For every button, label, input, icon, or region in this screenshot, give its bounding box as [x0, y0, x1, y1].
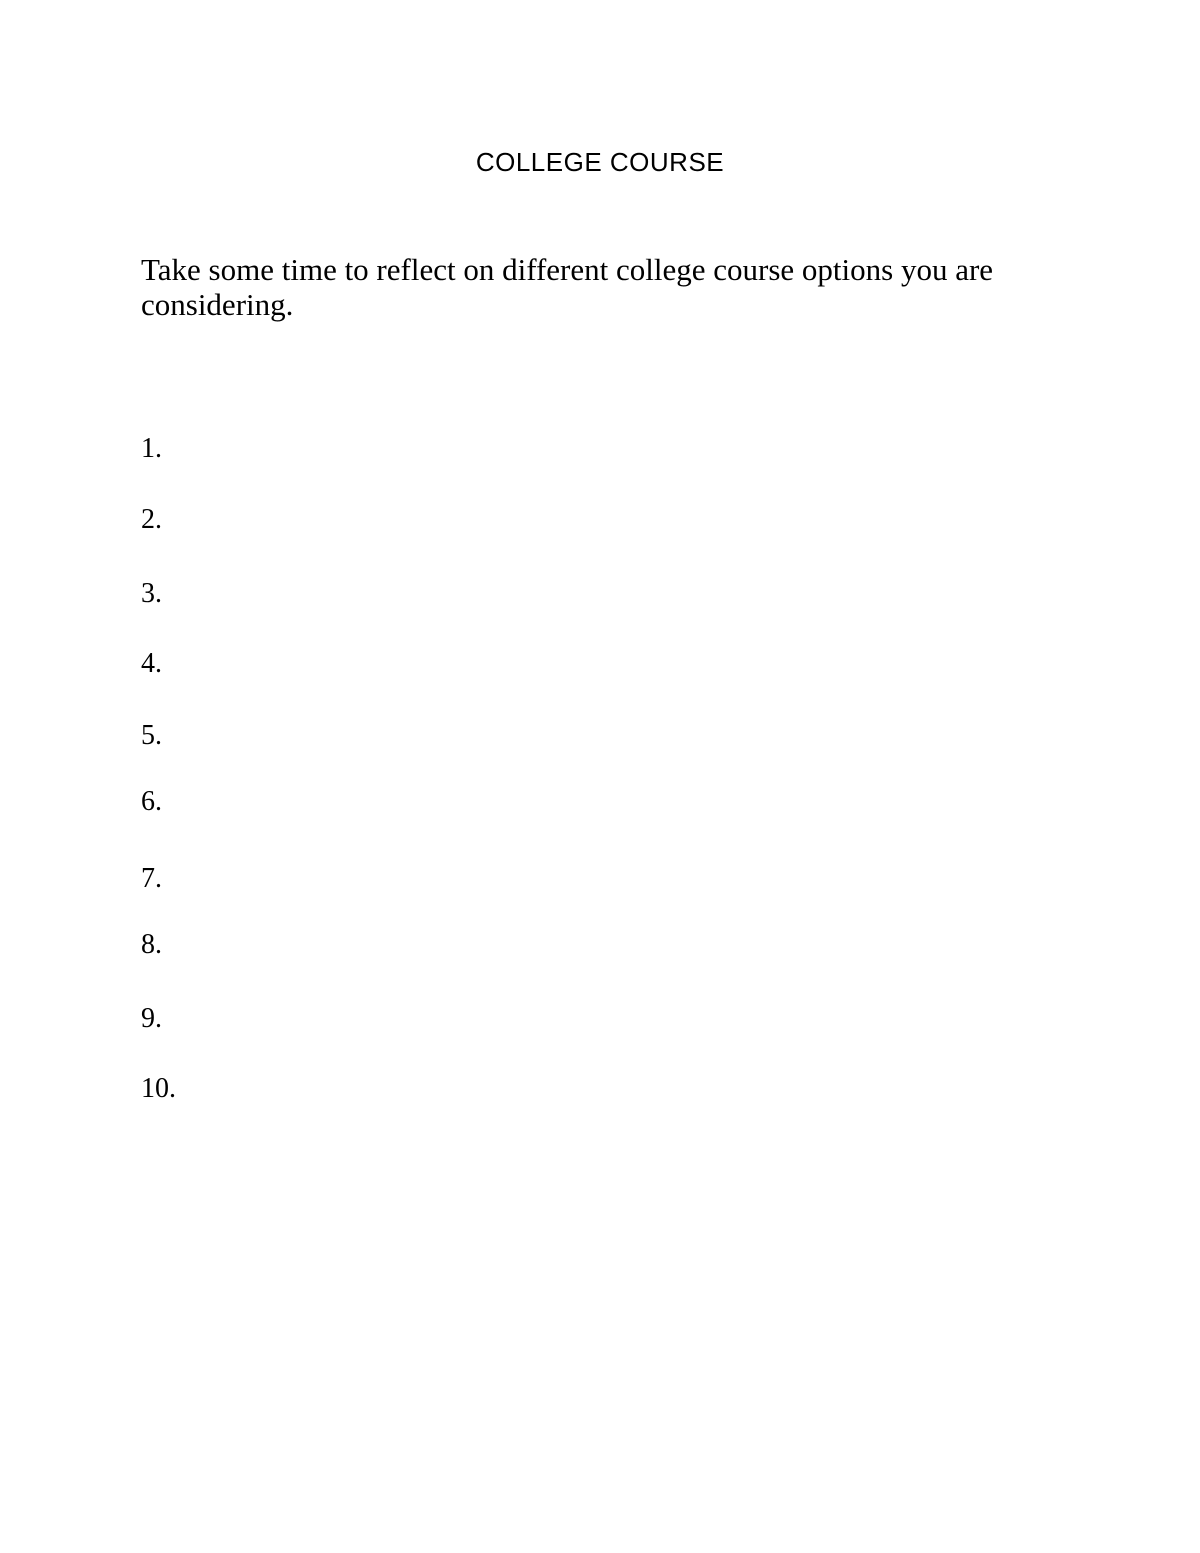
list-item-number: 9. [141, 1003, 162, 1034]
list-item-number: 8. [141, 929, 162, 960]
list-item-number: 4. [141, 648, 162, 679]
list-item-number: 5. [141, 720, 162, 751]
list-item-number: 10. [141, 1073, 176, 1104]
instructions-text: Take some time to reflect on different college course options you are considering. [141, 252, 994, 322]
list-item-number: 7. [141, 863, 162, 894]
list-item-number: 6. [141, 786, 162, 817]
list-item-number: 1. [141, 433, 162, 464]
page-title: COLLEGE COURSE [475, 147, 725, 177]
list-item-number: 2. [141, 504, 162, 535]
list-item-number: 3. [141, 578, 162, 609]
